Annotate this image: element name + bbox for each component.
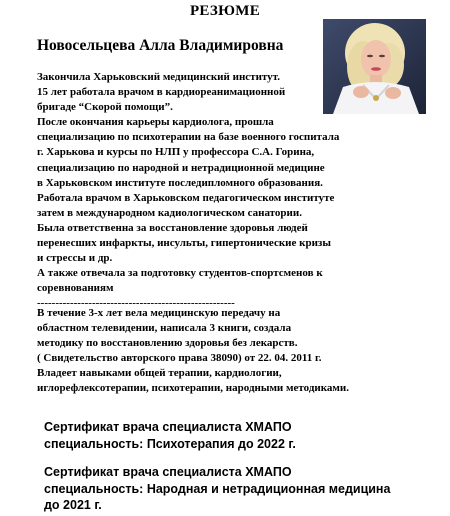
bio-line: затем в международном кадиологическом санатории. <box>37 206 302 219</box>
bio-line: иглорефлексотерапии, психотерапии, народными методиками. <box>37 382 349 395</box>
bio-line: ( Свидетельство авторского права 38090) от 22. 04. 2011 г. <box>37 352 322 365</box>
bio-line: В течение 3-х лет вела медицинскую передачу на <box>37 307 281 319</box>
bio-line: и стрессы и др. <box>37 252 113 265</box>
bio-line: Была ответственна за восстановление здоровья людей <box>37 221 308 234</box>
bio-line: 15 лет работала врачом в кардиореанимационной <box>37 86 286 99</box>
cert-line: Сертификат врача специалиста ХМАПО <box>44 465 292 479</box>
separator-line: ------------------------------------------------------ <box>37 297 235 310</box>
certificate-alternative-medicine <box>44 464 439 514</box>
media-and-skills-text <box>37 306 432 397</box>
bio-line: Работала врачом в Харьковском педагогическом институте <box>37 191 335 204</box>
bio-line: г. Харькова и курсы по НЛП у профессора С.А. Горина, <box>37 146 315 159</box>
bio-line: бригаде “Скорой помощи”. <box>37 101 173 114</box>
bio-line: областном телевидении, написала 3 книги, создала <box>37 322 292 335</box>
bio-line: перенесших инфаркты, инсульты, гипертонические кризы <box>37 237 331 250</box>
cert-line: специальность: Народная и нетрадиционная медицина <box>44 481 391 496</box>
cert-line: Сертификат врача специалиста ХМАПО <box>44 420 292 434</box>
person-name: Новосельцева Алла Владимировна <box>37 37 284 54</box>
bio-line: После окончания карьеры кардиолога, прошла <box>37 116 274 129</box>
resume-title: РЕЗЮМЕ <box>189 3 261 19</box>
bio-line: соревнованиям <box>37 282 114 295</box>
cert-line: до 2021 г. <box>44 498 102 512</box>
bio-line: специализацию по психотерапии на базе военного госпитала <box>37 131 340 144</box>
bio-line: методику по восстановлению здоровья без лекарств. <box>37 337 298 350</box>
bio-line: А также отвечала за подготовку студентов-спортсменов к <box>37 267 323 280</box>
bio-line: в Харьковском институте последипломного образования. <box>37 176 323 189</box>
certificate-psychotherapy <box>44 419 439 452</box>
bio-line: Закончила Харьковский медицинский институт. <box>37 71 280 83</box>
cert-line: специальность: Психотерапия до 2022 г. <box>44 436 296 451</box>
bio-line: специализацию по народной и нетрадиционной медицине <box>37 161 325 174</box>
bio-line: Владеет навыками общей терапии, кардиологии, <box>37 367 282 380</box>
biography-text <box>37 70 377 312</box>
